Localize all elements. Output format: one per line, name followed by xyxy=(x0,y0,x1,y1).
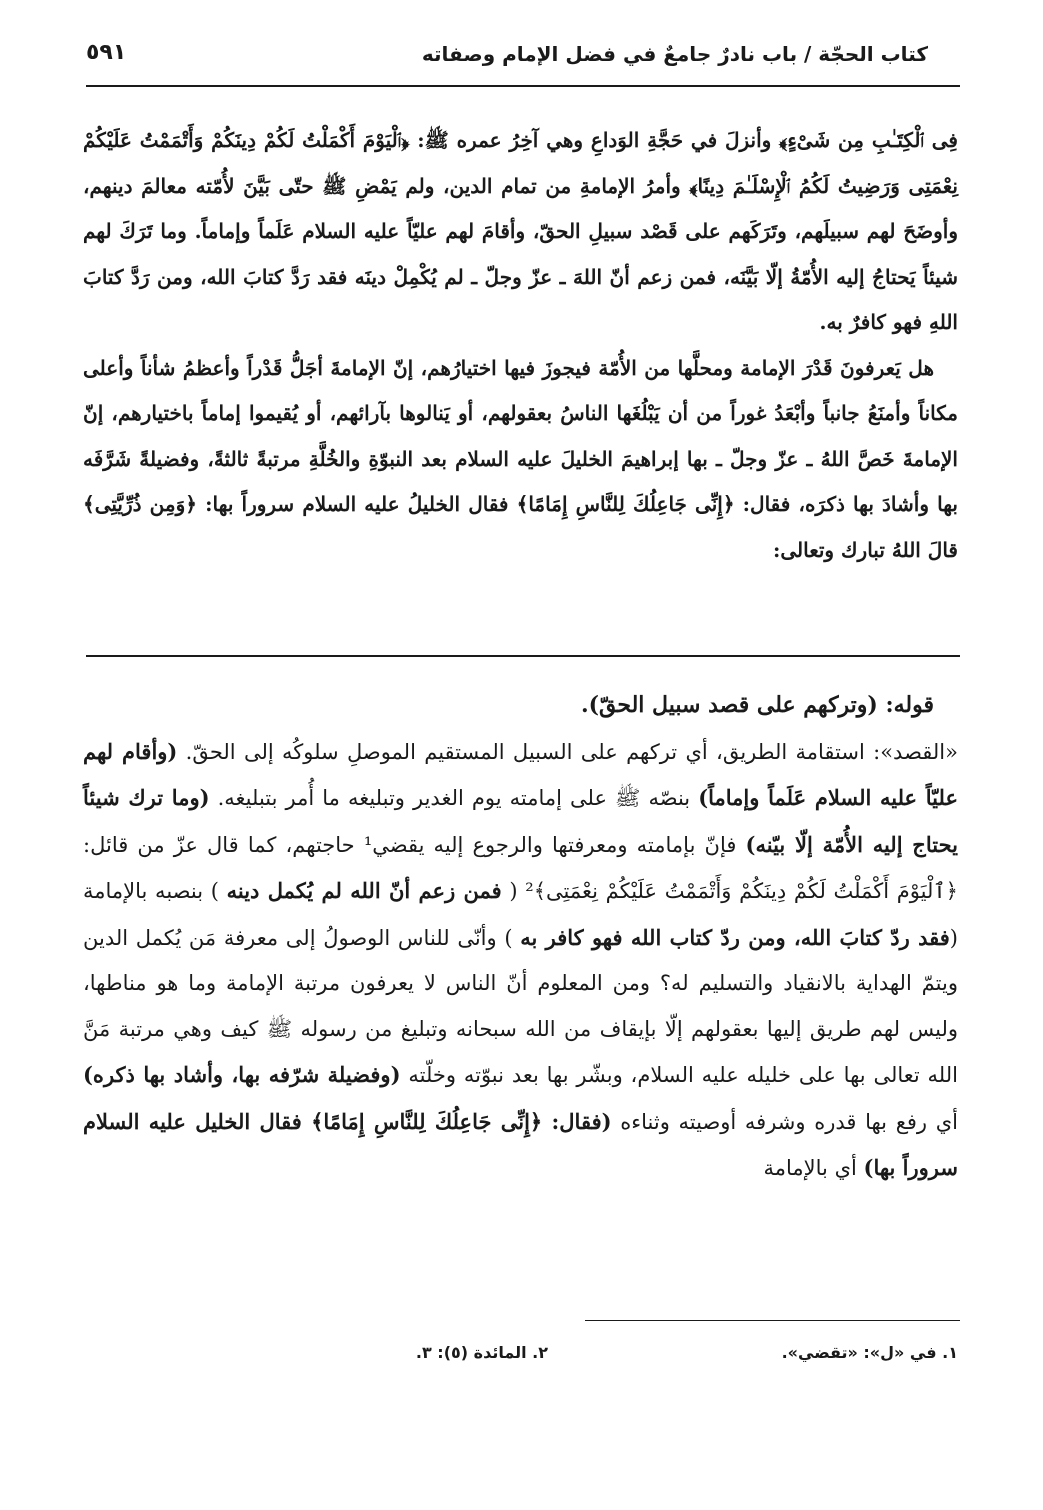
running-title: كتاب الحجّة / باب نادرٌ جامعٌ في فضل الإمام وصفاته xyxy=(421,42,928,66)
footnote-rule xyxy=(585,1320,960,1321)
quoted-matn: (وأقام لهم عليّاً عليه السلام عَلَماً وإماماً) xyxy=(83,738,958,810)
quoted-matn: فمن زعم أنّ الله لم يُكمل دينه xyxy=(226,878,502,903)
commentary-text: أي رفع بها قدره وشرفه أوصيته وثناءه xyxy=(611,1109,958,1134)
quoted-matn: (وما ترك شيئاً يحتاج إليه الأُمّة إلّا بيّنه) xyxy=(83,785,959,857)
footnotes xyxy=(83,1343,958,1373)
commentary-text: بنصّه ﷺ على إمامته يوم الغدير وتبليغه ما أُمر بتبليغه. xyxy=(209,786,699,810)
hadith-text xyxy=(83,118,958,573)
quoted-matn: فقد ردّ كتابَ الله، ومن ردّ كتاب الله فهو كافر به xyxy=(520,924,950,950)
quoted-matn: (وفضيلة شرّفه بها، وأشاد بها ذكره) xyxy=(83,1062,401,1087)
commentary-body xyxy=(83,729,958,1192)
commentary-text: «القصد»: استقامة الطريق، أي تركهم على السبيل المستقيم الموصلِ سلوكُه إلى الحقّ. xyxy=(177,739,958,764)
page-number: ٥٩١ xyxy=(86,40,127,65)
commentary-text: ) بنصبه بالإمامة ( xyxy=(83,879,958,950)
section-separator xyxy=(86,655,960,657)
commentary-text: ) وأنّى للناس الوصولُ إلى معرفة مَن يُكمل الدين ويتمّ الهداية بالانقياد والتسليم له؟ ومن المعلوم أنّ الناس لا يعرفون مرتبة الإمامة وما هو مناطها، وليس لهم طريق إليها بعقولهم إلّا بإيقاف من الله سبحانه وتبليغ من رسوله ﷺ كيف وهي مرتبة مَنَّ الله تعالى بها على خليله عليه السلام، وبشّر بها بعد نبوّته وخلّته xyxy=(83,925,958,1087)
commentary-heading: قوله: (وتركهم على قصد سبيل الحقّ). xyxy=(580,692,934,718)
commentary-text: أي بالإمامة xyxy=(763,1156,864,1180)
header-rule xyxy=(86,85,960,87)
quoted-matn: (فقال: ﴿إِنِّى جَاعِلُكَ لِلنَّاسِ إِمَامًا﴾ فقال الخليل عليه السلام سروراً بها) xyxy=(83,1108,958,1180)
commentary-text: فإنّ بإمامته ومعرفتها والرجوع إليه يقضي¹ حاجتهم، كما قال عزّ من قائل: ﴿ٱلْيَوْمَ أَكْمَلْتُ لَكُمْ دِينَكُمْ وَأَتْمَمْتُ عَلَيْكُمْ نِعْمَتِى﴾² ( xyxy=(83,832,958,903)
hadith-paragraph: فِى ٱلْكِتَـٰبِ مِن شَىْءٍ﴾ وأنزلَ في حَجَّةِ الوَداعِ وهي آخِرُ عمره ﷺ: ﴿ٱلْيَوْمَ أَكْمَلْتُ لَكُمْ دِينَكُمْ وَأَتْمَمْتُ عَلَيْكُمْ نِعْمَتِى وَرَضِيتُ لَكُمُ ٱلْإِسْلَـٰمَ دِينًا﴾ وأمرُ الإمامةِ من تمام الدين، ولم يَمْضِ ﷺ حتّى بَيَّنَ لأُمّته معالمَ دينهم، وأوضَحَ لهم سبيلَهم، وتَرَكَهم على قَصْد سبيلِ الحقّ، وأقامَ لهم عليّاً عليه السلام عَلَماً وإماماً. وما تَرَكَ لهم شيئاً يَحتاجُ إليه الأُمّةُ إلّا بَيَّنَه، فمن زعم أنّ اللهَ ـ عزّ وجلّ ـ لم يُكْمِلْ دينَه فقد رَدَّ كتابَ الله، ومن رَدَّ كتابَ اللهِ فهو كافرٌ به. xyxy=(83,128,958,334)
footnote-1: ١. في «ل»: «تقضي». xyxy=(781,1343,958,1362)
hadith-paragraph: هل يَعرفونَ قَدْرَ الإمامة ومحلَّها من الأُمّة فيجوزَ فيها اختيارُهم، إنّ الإمامةَ أجَلُّ قَدْراً وأعظمُ شأناً وأعلى مكاناً وأمنَعُ جانباً وأبْعَدُ غوراً من أن يَبْلُغَها الناسُ بعقولهم، أو يَنالوها بآرائهم، أو يُقيموا إماماً باختيارهم، إنّ الإمامةَ خَصَّ اللهُ ـ عزّ وجلّ ـ بها إبراهيمَ الخليلَ عليه السلام بعد النبوّةِ والخُلَّةِ مرتبةً ثالثةً، وفضيلةً شَرَّفَه بها وأشادَ بها ذكرَه، فقال: ﴿إِنِّى جَاعِلُكَ لِلنَّاسِ إِمَامًا﴾ فقال الخليلُ عليه السلام سروراً بها: ﴿وَمِن ذُرِّيَّتِى﴾ قالَ اللهُ تبارك وتعالى: xyxy=(83,355,958,562)
commentary xyxy=(83,683,958,1192)
footnote-2: ٢. المائدة (٥): ٣. xyxy=(415,1343,548,1362)
